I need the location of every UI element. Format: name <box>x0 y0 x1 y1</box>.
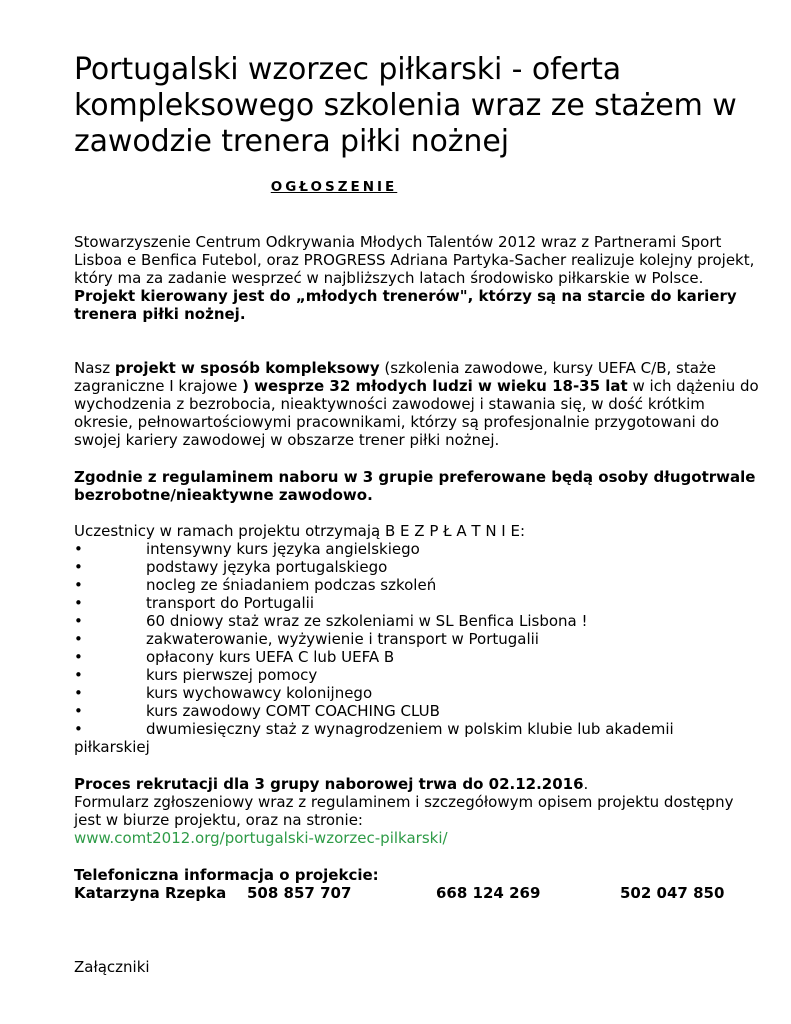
page-title: Portugalski wzorzec piłkarski - oferta kompleksowego szkolenia wraz ze stażem w zawodzie trenera piłki nożnej <box>74 52 737 159</box>
project-text-5: w ich dążeniu do wychodzenia z bezrobocia, nieaktywności zawodowej i stawania się, w dość krótkim okresie, pełnowartościowymi pracownikami, którzy są profesjonalnie przygotowani do swojej kariery zawodowej w obszarze trener piłki nożnej. <box>74 377 759 449</box>
bullet-icon: • <box>74 684 83 702</box>
project-paragraph <box>74 359 764 449</box>
project-text-3: (szkolenia zawodowe, kursy UEFA C/B, staże zagraniczne I krajowe <box>74 359 717 395</box>
phone-number-2: 668 124 269 <box>436 884 541 902</box>
benefit-item <box>74 540 764 558</box>
participants-section <box>74 522 764 756</box>
benefit-item-text: zakwaterowanie, wyżywienie i transport w Portugalii <box>146 630 539 648</box>
benefit-item <box>74 720 764 738</box>
participants-lead: Uczestnicy w ramach projektu otrzymają B E Z P Ł A T N I E: <box>74 522 526 540</box>
bullet-icon: • <box>74 612 83 630</box>
benefit-item-text: kurs pierwszej pomocy <box>146 666 318 684</box>
contact-name: Katarzyna Rzepka <box>74 884 227 902</box>
project-text-1: Nasz <box>74 359 115 377</box>
intro-bold-paragraph: Projekt kierowany jest do „młodych trenerów", którzy są na starcie do kariery trenera piłki nożnej. <box>74 287 737 323</box>
benefit-item <box>74 702 764 720</box>
project-section <box>74 359 764 449</box>
benefit-item <box>74 612 764 630</box>
project-link[interactable]: www.comt2012.org/portugalski-wzorzec-pilkarski/ <box>74 829 448 847</box>
benefit-item <box>74 648 764 666</box>
benefit-item-text: 60 dniowy staż wraz ze szkoleniami w SL Benfica Lisbona ! <box>146 612 588 630</box>
intro-paragraph: Stowarzyszenie Centrum Odkrywania Młodych Talentów 2012 wraz z Partnerami Sport Lisboa e Benfica Futebol, oraz PROGRESS Adriana Partyka-Sacher realizuje kolejny projekt, który ma za zadanie wesprzeć w najbliższych latach środowisko piłkarskie w Polsce. <box>74 233 755 287</box>
benefit-item-text: intensywny kurs języka angielskiego <box>146 540 420 558</box>
phone-number-3: 502 047 850 <box>620 884 725 902</box>
recruitment-deadline-text: Proces rekrutacji dla 3 grupy naborowej trwa do 02.12.2016 <box>74 775 584 793</box>
benefit-item-wrap-text: piłkarskiej <box>74 738 150 756</box>
benefit-item-text: kurs zawodowy COMT COACHING CLUB <box>146 702 440 720</box>
phone-section <box>74 866 764 902</box>
bullet-icon: • <box>74 648 83 666</box>
bullet-icon: • <box>74 594 83 612</box>
benefit-item <box>74 576 764 594</box>
bullet-icon: • <box>74 558 83 576</box>
bullet-icon: • <box>74 666 83 684</box>
benefit-item-text: opłacony kurs UEFA C lub UEFA B <box>146 648 395 666</box>
benefit-item-text: kurs wychowawcy kolonijnego <box>146 684 373 702</box>
intro-section <box>74 233 764 323</box>
benefit-item-text: transport do Portugalii <box>146 594 315 612</box>
project-text-2: projekt w sposób kompleksowy <box>114 359 380 377</box>
attachments-label: Załączniki <box>74 958 150 976</box>
benefit-item <box>74 594 764 612</box>
bullet-icon: • <box>74 576 83 594</box>
benefit-item-text: podstawy języka portugalskiego <box>146 558 388 576</box>
recruitment-form-text: Formularz zgłoszeniowy wraz z regulaminem i szczegółowym opisem projektu dostępny jest w biurze projektu, oraz na stronie: <box>74 793 734 829</box>
bullet-icon: • <box>74 540 83 558</box>
bullet-icon: • <box>74 630 83 648</box>
phone-heading: Telefoniczna informacja o projekcie: <box>74 866 379 884</box>
project-text-4: ) wesprze 32 młodych ludzi w wieku 18-35 lat <box>242 377 628 395</box>
phone-number-1: 508 857 707 <box>247 884 352 902</box>
benefit-item <box>74 684 764 702</box>
benefit-item <box>74 558 764 576</box>
rules-paragraph: Zgodnie z regulaminem naboru w 3 grupie preferowane będą osoby długotrwale bezrobotne/nieaktywne zawodowo. <box>74 468 756 504</box>
benefit-item-text: dwumiesięczny staż z wynagrodzeniem w polskim klubie lub akademii <box>146 720 674 738</box>
benefit-item <box>74 666 764 684</box>
phone-row <box>74 884 764 902</box>
rules-section <box>74 468 764 504</box>
bullet-icon: • <box>74 720 83 738</box>
bullet-icon: • <box>74 702 83 720</box>
announcement-heading: OGŁOSZENIE <box>270 179 398 195</box>
recruitment-period: . <box>583 775 589 793</box>
benefit-item-text: nocleg ze śniadaniem podczas szkoleń <box>146 576 437 594</box>
benefit-list <box>74 540 764 738</box>
recruitment-section <box>74 775 764 847</box>
recruitment-deadline <box>74 775 764 793</box>
benefit-item <box>74 630 764 648</box>
